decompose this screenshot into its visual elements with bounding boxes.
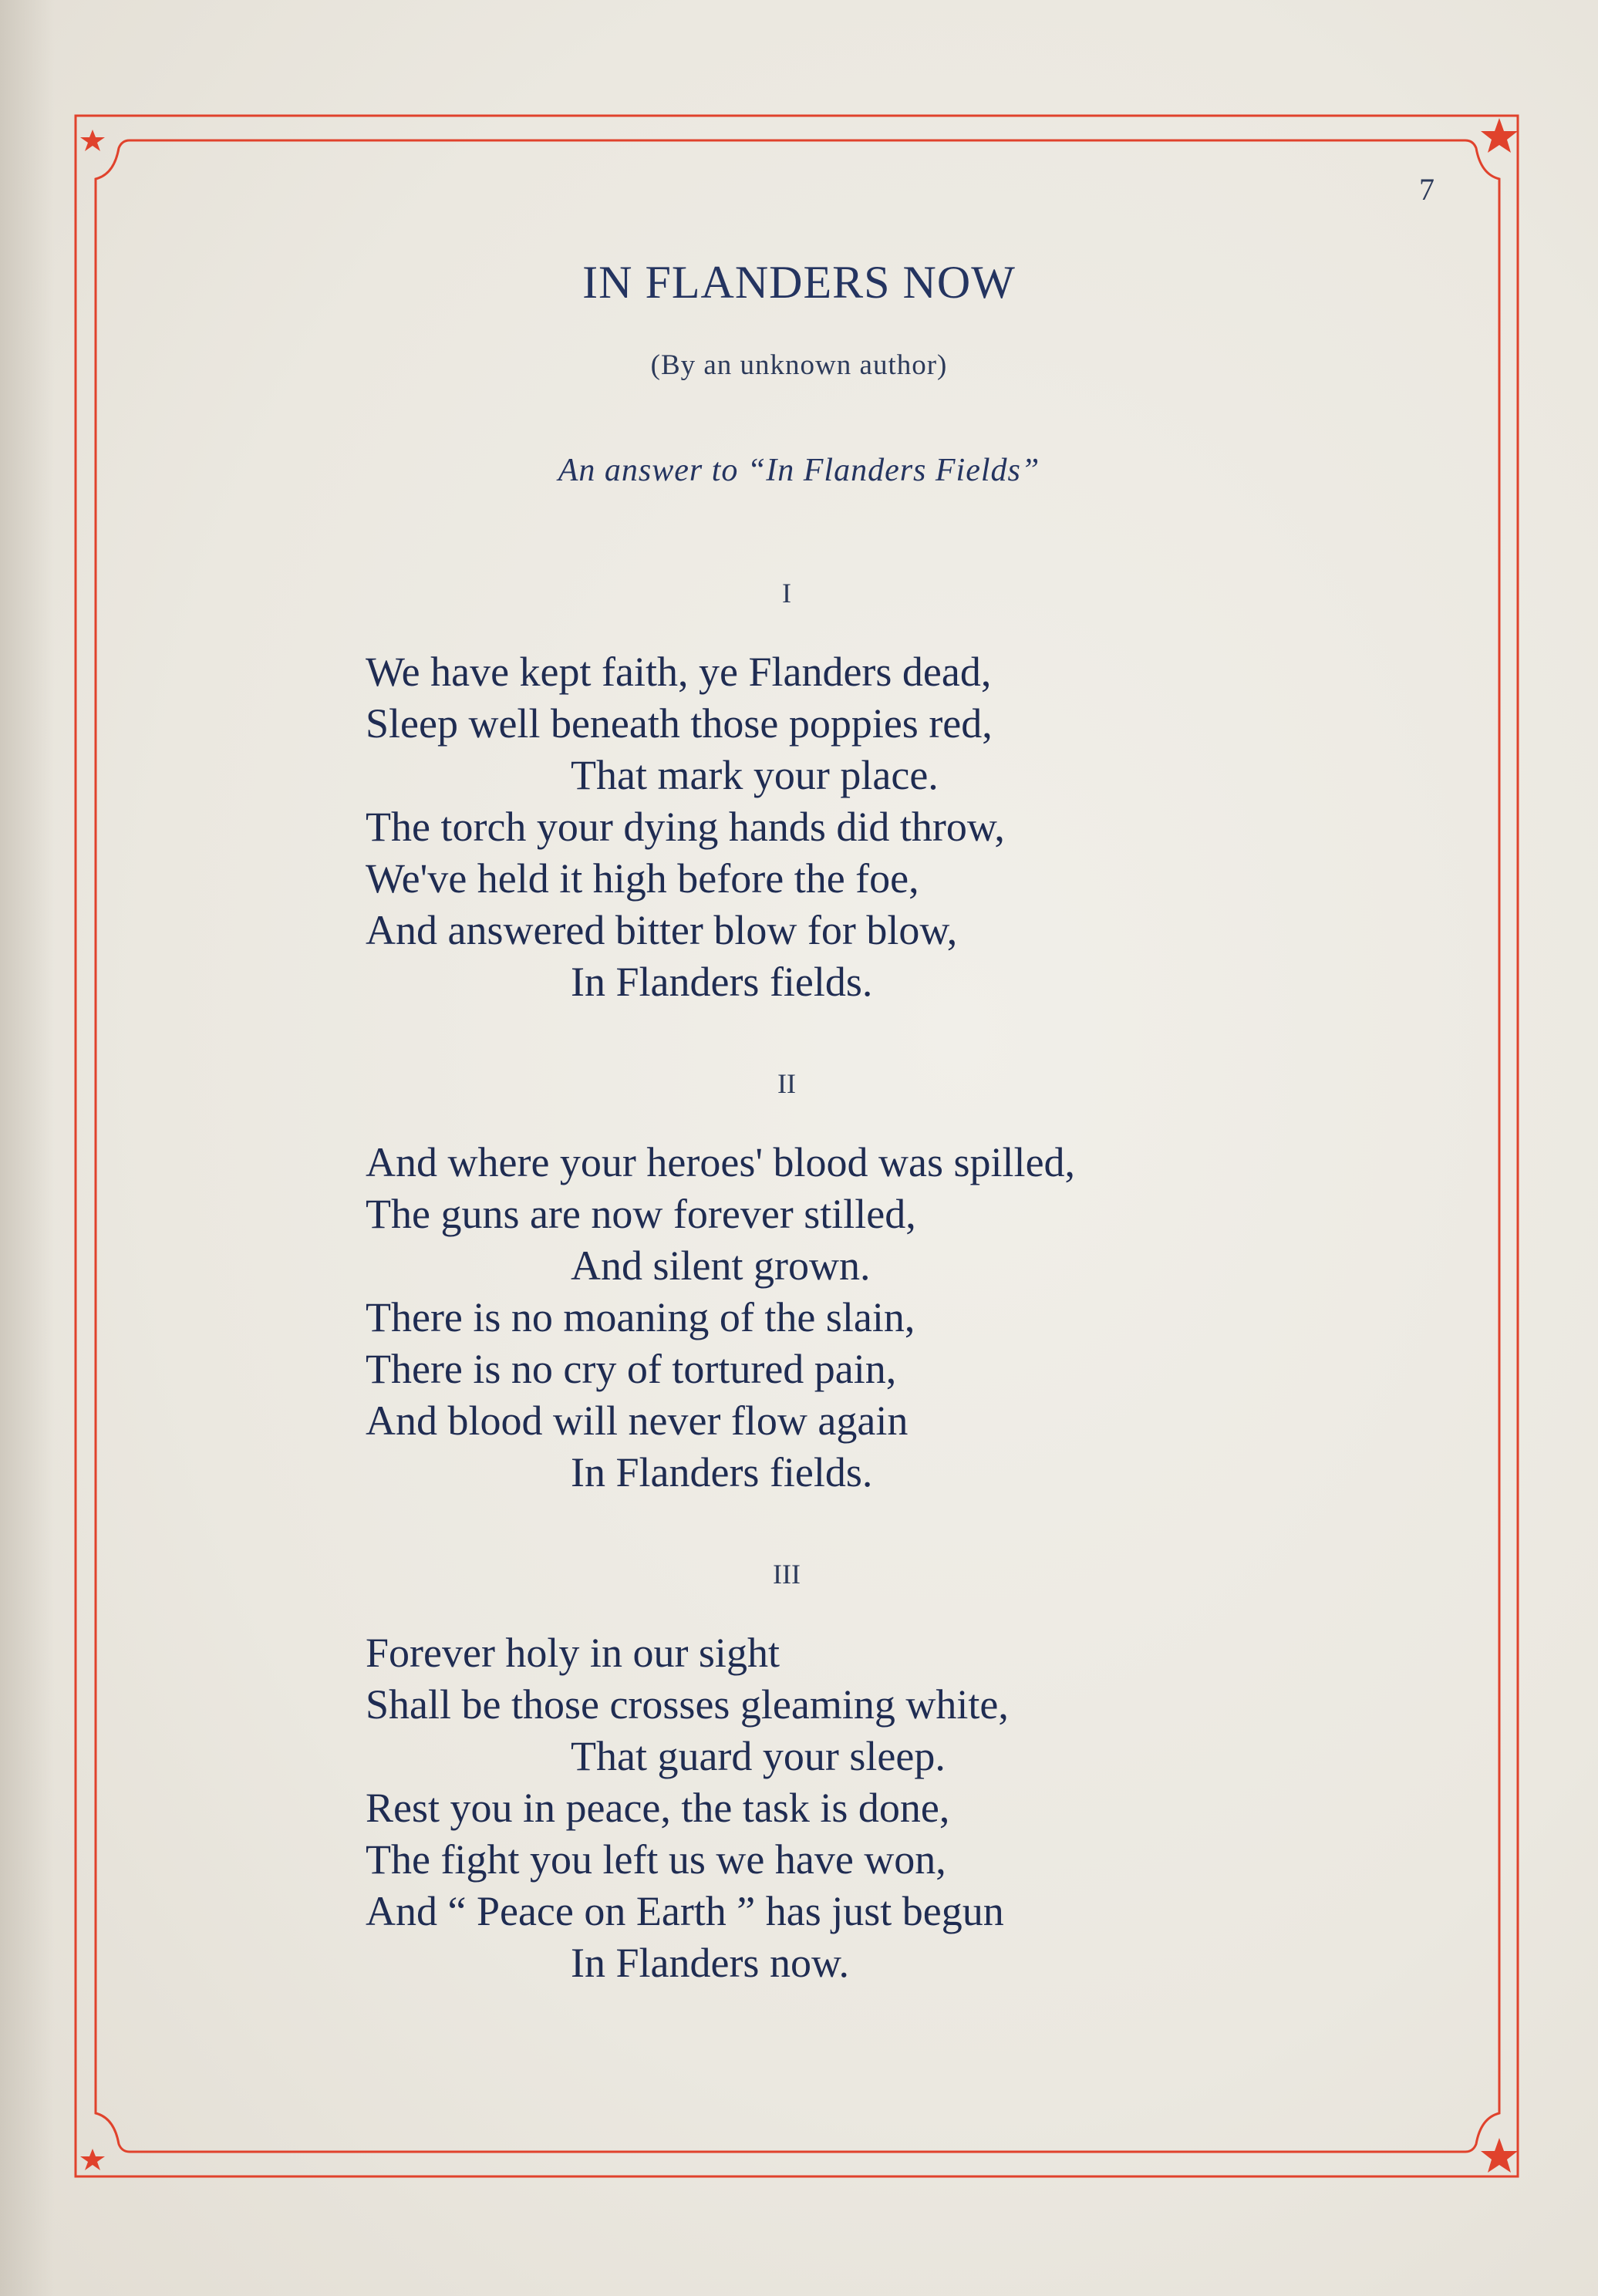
stanza	[366, 646, 1291, 1008]
poem-line: And silent grown.	[571, 1242, 871, 1289]
poem-line: There is no cry of tortured pain,	[366, 1346, 897, 1392]
page-number: 7	[1419, 172, 1434, 207]
star-icon	[1481, 118, 1518, 153]
poem-line: That guard your sleep.	[571, 1733, 946, 1779]
poem-line: That mark your place.	[571, 752, 939, 798]
poem-line: We've held it high before the foe,	[366, 855, 919, 902]
stanza-numeral: III	[773, 1559, 801, 1590]
poem-line: In Flanders fields.	[571, 1449, 873, 1495]
star-icon	[1481, 2138, 1518, 2173]
poem-line: The guns are now forever stilled,	[366, 1191, 916, 1237]
poem-line: Sleep well beneath those poppies red,	[366, 700, 993, 747]
poem-line: And “ Peace on Earth ” has just begun	[366, 1888, 1004, 1934]
stanza-numeral: I	[782, 578, 791, 609]
star-icon	[80, 2149, 105, 2170]
poem-line: The fight you left us we have won,	[366, 1836, 946, 1883]
poem-line: Rest you in peace, the task is done,	[366, 1785, 950, 1831]
poem-line: We have kept faith, ye Flanders dead,	[366, 649, 992, 695]
poem-title: IN FLANDERS NOW	[582, 257, 1016, 308]
poem-line: Forever holy in our sight	[366, 1630, 780, 1676]
poem-line: There is no moaning of the slain,	[366, 1294, 915, 1340]
poem-line: In Flanders fields.	[571, 959, 873, 1005]
poem-subtitle: An answer to “In Flanders Fields”	[558, 453, 1040, 488]
poem-byline: (By an unknown author)	[650, 349, 948, 381]
star-icon	[80, 130, 105, 151]
poem-line: And answered bitter blow for blow,	[366, 907, 958, 953]
stanza	[366, 1137, 1291, 1499]
poem-line: The torch your dying hands did throw,	[366, 804, 1005, 850]
stanza	[366, 1627, 1291, 1989]
stanza-numeral: II	[777, 1068, 796, 1099]
poem-line: And where your heroes' blood was spilled,	[366, 1139, 1076, 1185]
poem-line: In Flanders now.	[571, 1940, 849, 1986]
poem-line: Shall be those crosses gleaming white,	[366, 1681, 1009, 1728]
poem-line: And blood will never flow again	[366, 1397, 909, 1444]
